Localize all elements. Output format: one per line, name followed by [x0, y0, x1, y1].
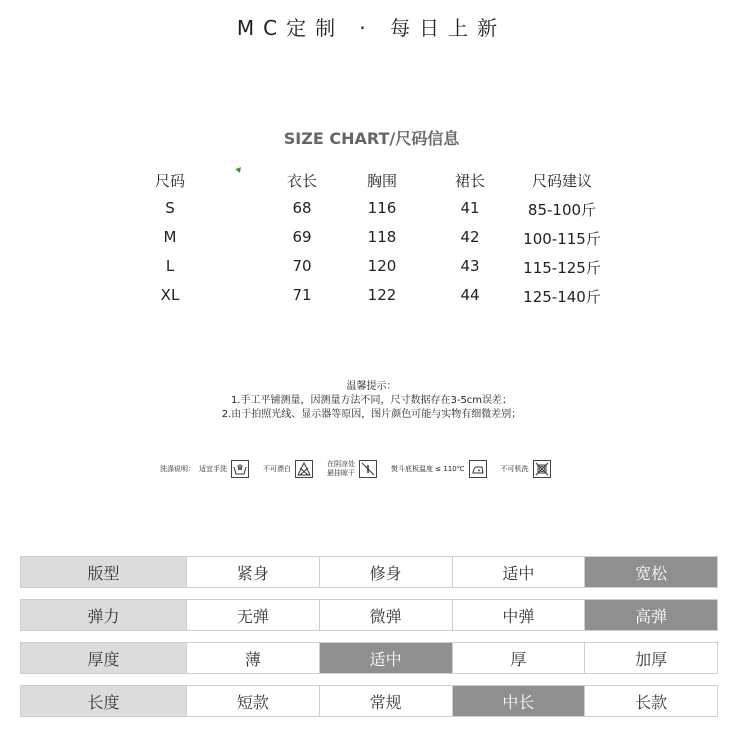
- cell-bust: 120: [367, 257, 397, 275]
- size-table-header: [120, 170, 640, 199]
- cell-skirt-length: 43: [460, 257, 480, 275]
- attribute-option: 无弹: [187, 599, 320, 631]
- header-bust: 胸围: [366, 172, 397, 190]
- attribute-option: 常规: [320, 685, 453, 717]
- cell-skirt-length: 44: [460, 286, 480, 304]
- cell-suggestion: 115-125斤: [523, 259, 601, 277]
- attribute-option: 紧身: [187, 556, 320, 588]
- cell-length: 71: [292, 286, 312, 304]
- table-row: [120, 228, 640, 257]
- attribute-option: 高弹: [585, 599, 718, 631]
- cell-skirt-length: 42: [460, 228, 480, 246]
- care-text: 不可漂白: [263, 464, 291, 473]
- cell-size: M: [163, 228, 177, 246]
- attribute-option: 中弹: [453, 599, 586, 631]
- attribute-option: 宽松: [585, 556, 718, 588]
- cell-suggestion: 100-115斤: [523, 230, 601, 248]
- attribute-option: 修身: [320, 556, 453, 588]
- attribute-option: 厚: [453, 642, 586, 674]
- attribute-option: 短款: [187, 685, 320, 717]
- page-header: MC定制 · 每日上新: [236, 16, 507, 40]
- tips-line-1: 1.手工平铺测量，因测量方法不同，尺寸数据存在3-5cm误差；: [230, 395, 513, 406]
- table-row: [120, 199, 640, 228]
- care-text: 适宜手洗: [199, 464, 227, 473]
- attribute-option: 微弹: [320, 599, 453, 631]
- attribute-row-thickness: [20, 642, 718, 674]
- attribute-label: 版型: [20, 556, 187, 588]
- cell-size: XL: [160, 286, 180, 304]
- care-item: [199, 460, 249, 478]
- cell-bust: 122: [367, 286, 397, 304]
- attribute-label: 长度: [20, 685, 187, 717]
- cell-length: 70: [292, 257, 312, 275]
- cell-length: 68: [292, 199, 312, 217]
- care-item: [327, 460, 377, 478]
- no-machine-wash-icon: [533, 460, 551, 478]
- cell-size: S: [165, 199, 175, 217]
- tips-section: [0, 380, 743, 422]
- care-text: 不可机洗: [500, 464, 529, 473]
- care-text: 熨斗底板温度 ≤ 110℃: [391, 464, 465, 473]
- attribute-label: 厚度: [20, 642, 187, 674]
- attribute-option: 长款: [585, 685, 718, 717]
- attribute-row-fit: [20, 556, 718, 588]
- care-text-line-1: 在阴凉处: [327, 460, 355, 468]
- care-item: [263, 460, 313, 478]
- tips-line-2: 2.由于拍照光线、显示器等原因，图片颜色可能与实物有细微差别；: [221, 409, 522, 420]
- header-suggestion: 尺码建议: [531, 172, 592, 190]
- header-size: 尺码: [154, 172, 185, 190]
- no-bleach-icon: [295, 460, 313, 478]
- attribute-option: 薄: [187, 642, 320, 674]
- cell-suggestion: 85-100斤: [527, 201, 597, 219]
- care-item: [501, 460, 551, 478]
- header-skirt-length: 裙长: [454, 172, 485, 190]
- care-item: [391, 460, 487, 478]
- attribute-row-elasticity: [20, 599, 718, 631]
- attribute-option: 适中: [320, 642, 453, 674]
- size-table: [120, 170, 640, 315]
- header-length: 衣长: [286, 172, 317, 190]
- hang-dry-shade-icon: [359, 460, 377, 478]
- table-row: [120, 257, 640, 286]
- table-row: [120, 286, 640, 315]
- cell-size: L: [165, 257, 175, 275]
- cell-bust: 118: [367, 228, 397, 246]
- attribute-option: 中长: [453, 685, 586, 717]
- tips-title: 温馨提示：: [346, 381, 397, 392]
- cell-length: 69: [292, 228, 312, 246]
- hand-wash-icon: [231, 460, 249, 478]
- iron-low-icon: [469, 460, 487, 478]
- cell-bust: 116: [367, 199, 397, 217]
- care-text-line-2: 悬挂晾干: [327, 469, 355, 477]
- size-chart-title: SIZE CHART/尺码信息: [283, 129, 460, 148]
- attribute-row-length: [20, 685, 718, 717]
- attribute-option: 适中: [453, 556, 586, 588]
- attribute-option: 加厚: [585, 642, 718, 674]
- cell-suggestion: 125-140斤: [523, 288, 601, 306]
- attribute-label: 弹力: [20, 599, 187, 631]
- care-text-multiline: [327, 460, 355, 478]
- care-label: 洗涤说明：: [160, 465, 195, 473]
- attributes-table: [20, 556, 718, 728]
- cell-skirt-length: 41: [460, 199, 480, 217]
- care-instructions: [160, 458, 565, 480]
